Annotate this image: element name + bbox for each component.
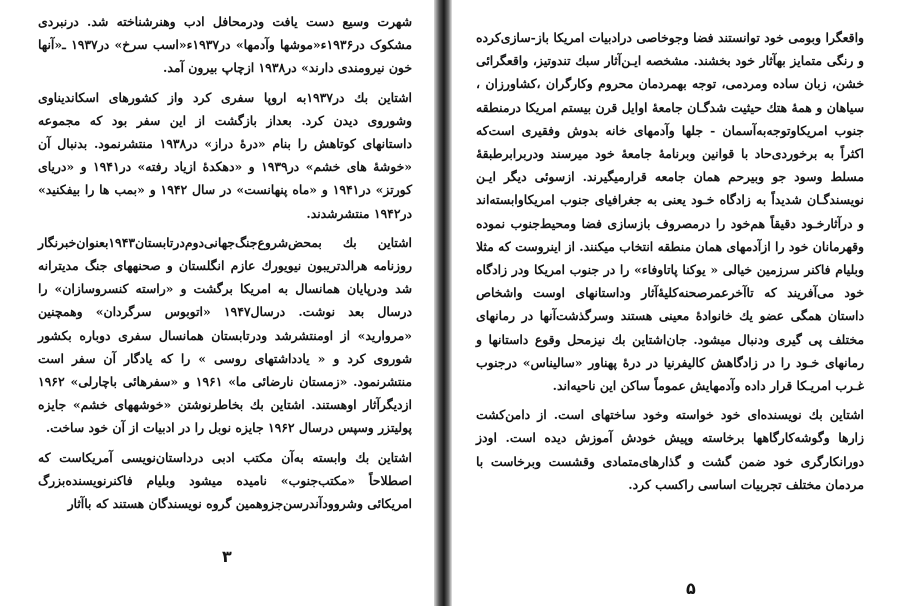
right-paragraph-2: اشتاین بك نویسنده‌ای خود خواسته وخود ساختهای است. از دامن‌کشت زارها وگوشه‌کارگاهها برخاسته وپیش خودش آموزش دیده است. اودز دورانکارگری خود ضمن گشت و گذارهای‌متمادی وقشست وبرخاست با مردمان مختلف تجربیات اساسی راکسب کرد. [476, 407, 864, 492]
left-paragraph-2: اشتاین بك در۱۹۳۷به اروپا سفری کرد واز کشورهای اسکاندیناوی وشوروی دیدن کرد. بعداز بازگشت از این سفر بود که مجموعه داستانهای کوتاهش را بنام «درهٔ دراز» در۱۹۳۸ منتشرنمود. بدنبال آن «خوشهٔ های خشم» در۱۹۳۹ و «دهکدهٔ ازیاد رفته» در۱۹۴۱ و «دریای کورتز» در۱۹۴۱ و «ماه پنهانست» در سال ۱۹۴۲ و «بمب ها را بیفکنید» در۱۹۴۲ منتشرشدند. [38, 89, 412, 221]
right-page-number: ۵ [686, 579, 696, 598]
left-paragraph-1: شهرت وسیع دست یافت ودرمحافل ادب وهنرشناخته شد. درنبردی مشکوک در۱۹۳۶ء«موشها وآدمها» در۱۹۳۷ء«اسب سرخ» در۱۹۳۷ ـ«آنها خون نیرومندی دارند» در۱۹۳۸ ازچاپ بیرون آمد. [38, 14, 413, 76]
right-page [452, 0, 898, 606]
book-gutter [434, 0, 452, 606]
right-paragraph-1: واقعگرا وبومی خود توانستند فضا وجوخاصی درادبیات امریکا باز-سازی‌کرده و رنگی متمایز بهآثار خود بخشند. مشخصه ایـن‌آثار سبك تندوتیز، واقعگرائی خشن، زبان ساده ومردمی، توجه بهمردمان محروم وکارگران ،کشاورزان ، سیاهان و همهٔ هتك حیثیت شدگـان جامعهٔ اوایل قرن بیستم امریکا درمنطقه جنوب امریکاوتوجه‌به‌آسمان - جلها وآدمهای خانه بدوش وفقیری است‌که اکثراً به برخوردی‌حاد با قوانین وبرنامهٔ جامعهٔ خود میرسند ودربرابرطبقهٔ مسلط وسود جو وبیرحم همان جامعه قرارمیگیرند. ازسوئی دیگر ایـن نویسندگـان شدیداً به زادگاه خـود یعنی به جغرافیای جنوب امریکاوابسته‌اند و درآثارخـود دقیقاً هم‌خود را درمصروف بازسازی فضا ومحیط‌جنوب نموده وقهرمانان خود را ازآدمهای همان منطقه انتخاب میکنند. از اینروست که مثلا وبلیام فاکنر سرزمین خیالی « یوکنا پاتاوفاء» را در جنوب امریکا ودر زادگاه خود می‌آفریند که تاآخرعمرصحنه‌کلیهٔ‌آثار وداستانهای اوست واشخاص داستان همگی عضو یك خانوادهٔ معینی هستند وسرگذشت‌آنها در رمانهای مختلف پی گیری ودنبال میشود. جان‌اشتاین بك نیزمحل وقوع داستانها و رمانهای خـود را در زادگاهش کالیفرنیا در درهٔ پهناور «سالیناس» درجنوب غـرب امریـکا قرار داده وآدمهایش عموماً ساکن این ناحیه‌اند. [476, 30, 864, 394]
left-paragraph-3: اشتاین بك بمحض‌شروع‌جنگ‌جهانی‌دوم‌درتابستان۱۹۴۳بعنوان‌خبرنگار روزنامه هرالدتریبون نیویورك عازم انگلستان و صحنههای جنگ مدیترانه شد ودرپایان همانسال به امریکا برگشت و «راسته کنسروسازان» را درسال بعد نوشت. درسال۱۹۴۷ «اتوبوس سرگردان» وهمچنین «مروارید» از اومنتشرشد ودرتابستان همانسال سفری دوباره بکشور شوروی کرد و « یادداشتهای روسی » را که یادگار آن سفر است منتشرنمود. «زمستان نارضائی ما» ۱۹۶۱ و «سفرهائی باچارلی» ۱۹۶۲ ازدیگرآثار اوهستند. اشتاین بك بخاطرنوشتن «خوشههای خشم» جایزه پولیتزر وسپس درسال ۱۹۶۲ جایزه نوبل را در ادبیات از آن خود ساخت. [38, 234, 412, 436]
left-paragraph-4: اشتاین بك وابسته به‌آن مکتب ادبی درداستان‌نویسی آمریکاست که اصطلاحاً «مکتب‌جنوب» نامیده میشود وبلیام فاکنرنویسنده‌بزرگ امریکائی وشروودآندرسن‌جزوهمین گروه نویسندگان هستند که باآثار [38, 449, 412, 512]
left-page [0, 0, 434, 606]
left-page-number: ۳ [222, 547, 232, 566]
